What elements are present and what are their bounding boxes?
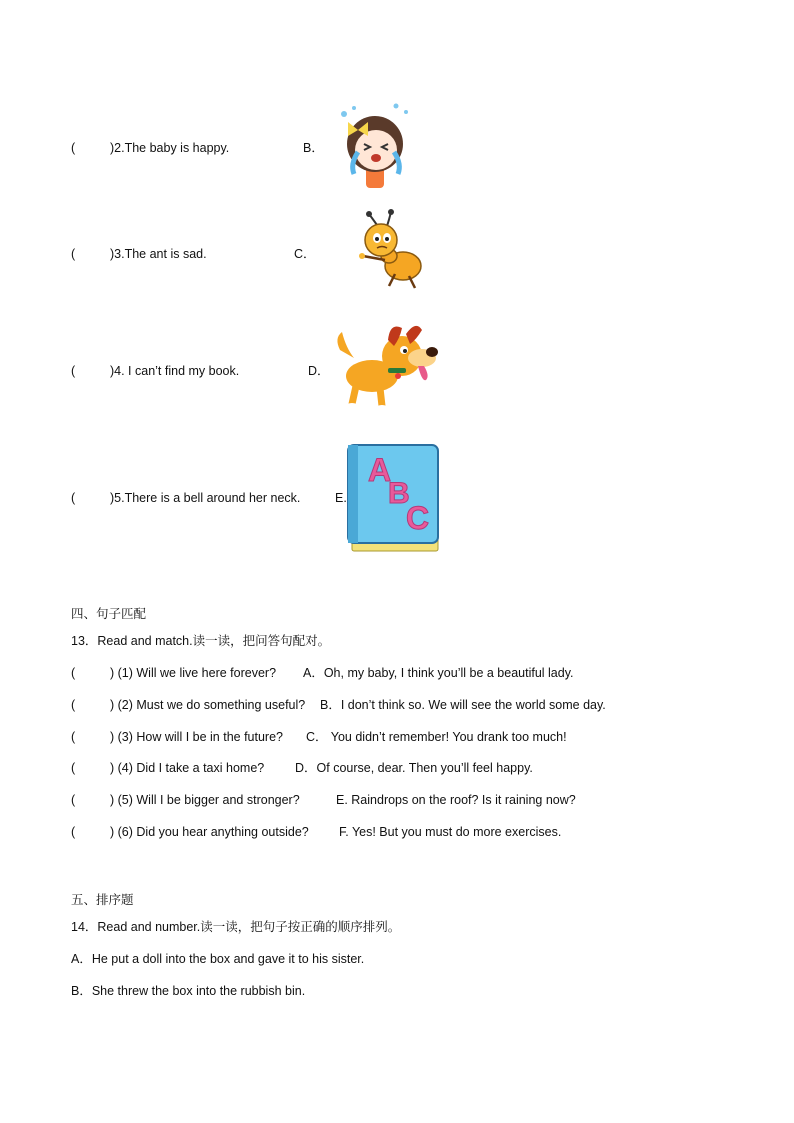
question-text: ) (4) Did I take a taxi home?: [110, 761, 265, 775]
answer-paren-open: (: [71, 761, 76, 775]
question-text: )4. I can’t find my book.: [110, 364, 240, 378]
question-text: )3.The ant is sad.: [110, 247, 207, 261]
answer-paren-open: (: [71, 698, 76, 712]
answer-paren-open: (: [71, 825, 76, 839]
section-heading: 四、句子匹配: [71, 607, 147, 621]
answer-option: C． You didn’t remember! You drank too much!: [306, 730, 567, 744]
answer-option: D．Of course, dear. Then you’ll feel happy.: [295, 761, 533, 775]
crying-girl-icon: [332, 100, 420, 192]
abc-letter: A: [368, 452, 392, 488]
ant-icon: [355, 208, 427, 290]
question-text: ) (3) How will I be in the future?: [110, 730, 283, 744]
answer-paren-open: (: [71, 793, 76, 807]
answer-paren-open: (: [71, 491, 76, 505]
section-heading: 五、排序题: [71, 893, 134, 907]
question-text: ) (1) Will we live here forever?: [110, 666, 277, 680]
abc-letter: B: [388, 477, 410, 510]
answer-paren-open: (: [71, 730, 76, 744]
answer-option: B．I don’t think so. We will see the world some day.: [320, 698, 606, 712]
question-text: ) (6) Did you hear anything outside?: [110, 825, 309, 839]
answer-paren-open: (: [71, 247, 76, 261]
question-text: ) (2) Must we do something useful?: [110, 698, 306, 712]
answer-option: E. Raindrops on the roof? Is it raining now?: [336, 793, 576, 807]
answer-option: A．Oh, my baby, I think you’ll be a beautiful lady.: [303, 666, 574, 680]
option-letter: B．: [303, 141, 324, 155]
question-text: ) (5) Will I be bigger and stronger?: [110, 793, 300, 807]
question-text: )2.The baby is happy.: [110, 141, 230, 155]
sentence-item: B．She threw the box into the rubbish bin.: [71, 984, 306, 998]
option-letter: C．: [294, 247, 316, 261]
question-instruction: 13．Read and match.读一读，把问答句配对。: [71, 634, 331, 648]
question-instruction: 14．Read and number.读一读，把句子按正确的顺序排列。: [71, 920, 401, 934]
answer-option: F. Yes! But you must do more exercises.: [339, 825, 562, 839]
option-letter: E.: [335, 491, 347, 505]
answer-paren-open: (: [71, 364, 76, 378]
answer-paren-open: (: [71, 141, 76, 155]
abc-book-icon: [346, 443, 444, 555]
abc-letter: C: [406, 500, 430, 536]
option-letter: D．: [308, 364, 330, 378]
sentence-item: A．He put a doll into the box and gave it to his sister.: [71, 952, 365, 966]
answer-paren-open: (: [71, 666, 76, 680]
dog-icon: [330, 318, 440, 414]
question-text: )5.There is a bell around her neck.: [110, 491, 301, 505]
